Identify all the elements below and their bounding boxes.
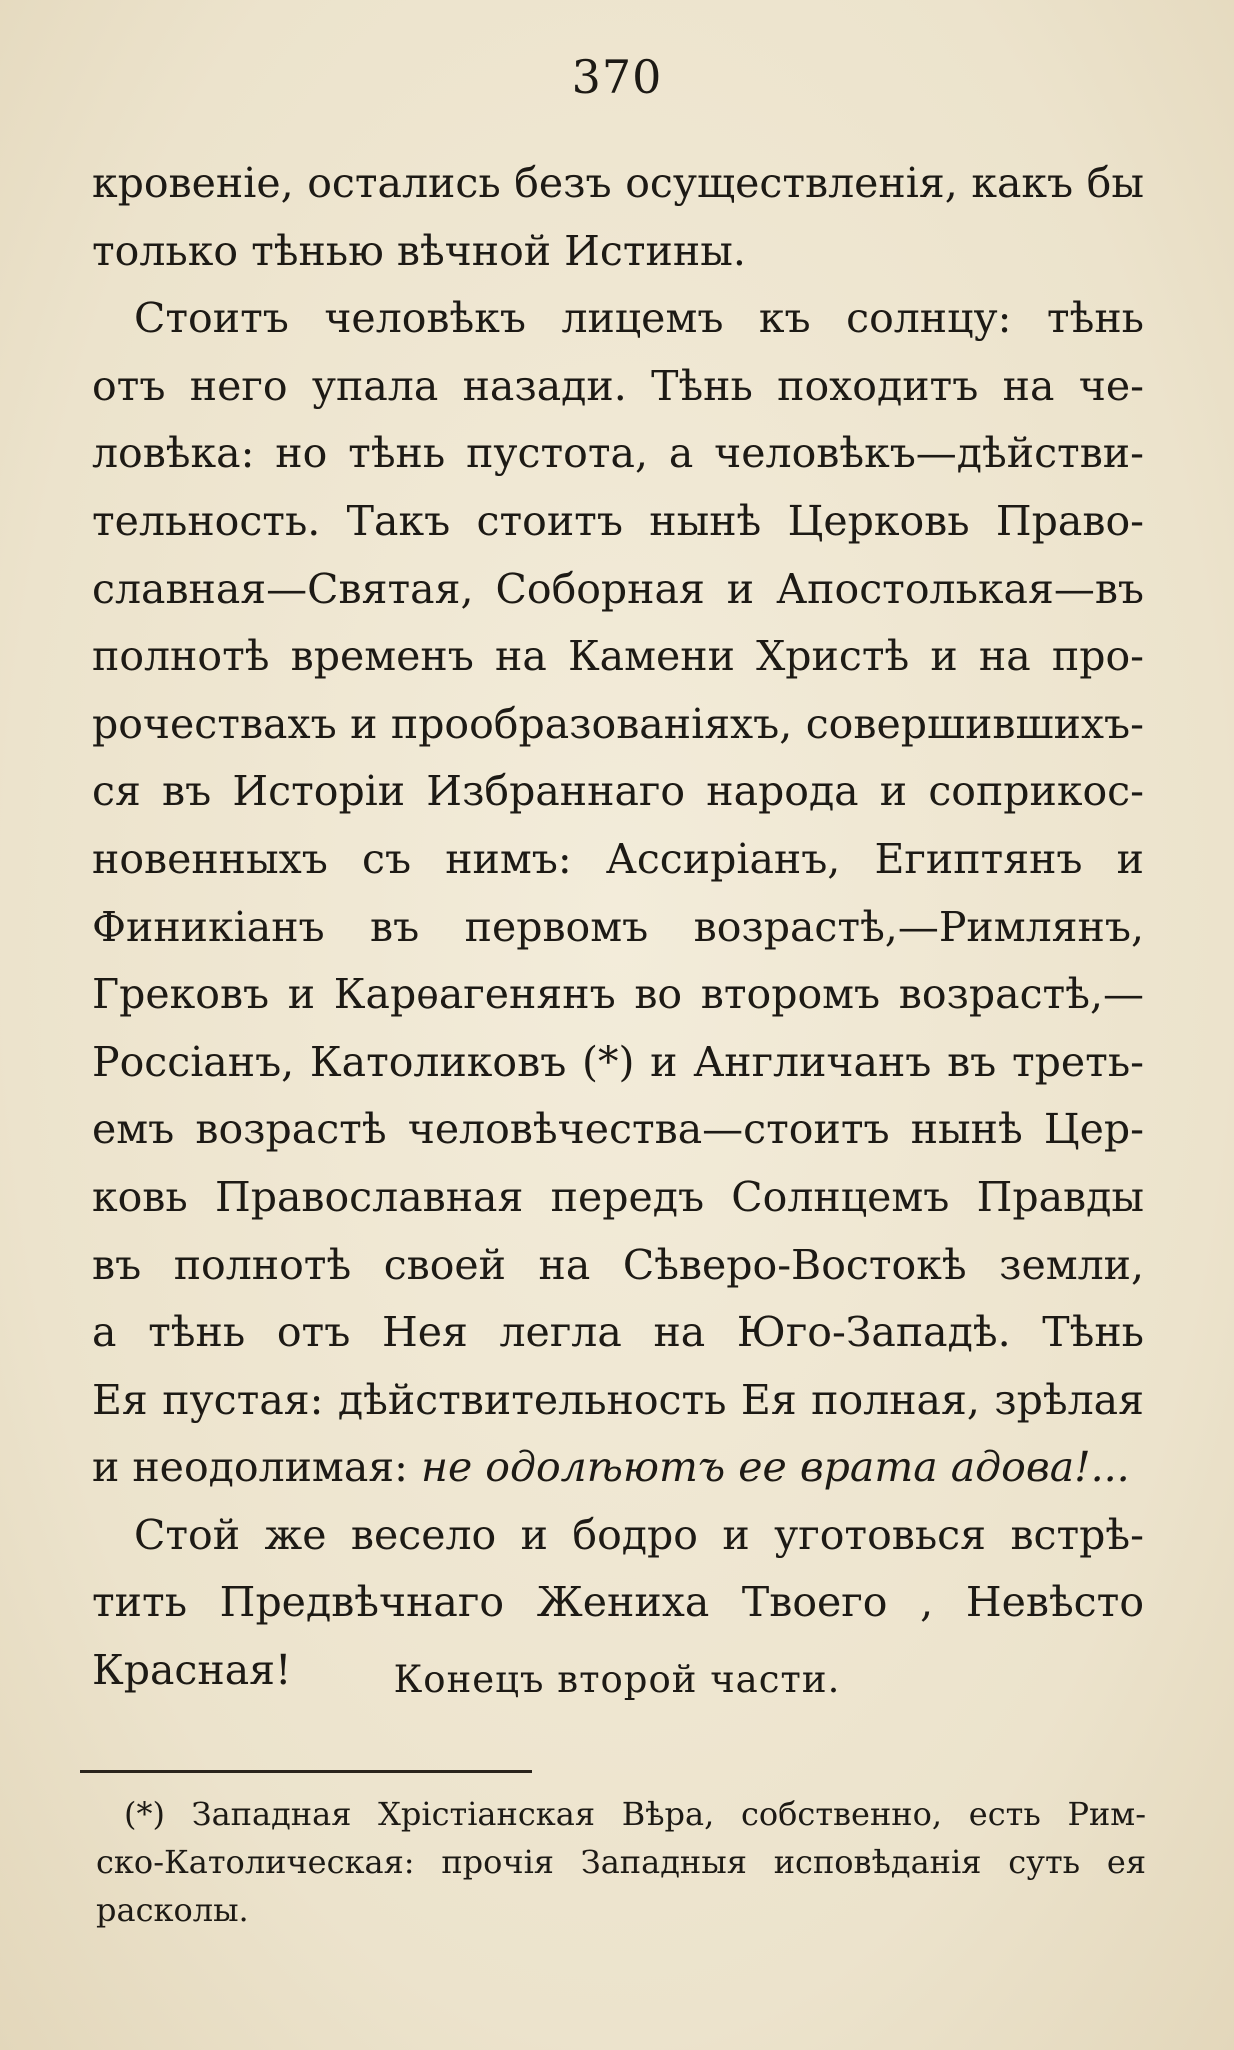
text-line: емъ возрастѣ человѣчества—стоитъ нынѣ Цер- [92, 1105, 1144, 1154]
text-line: славная—Святая, Соборная и Апостолькая—въ [92, 564, 1144, 613]
text-line: тить Предвѣчнаго Жениха Твоего , Невѣсто [92, 1578, 1144, 1627]
text-line: новенныхъ съ нимъ: Ассиріанъ, Египтянъ и [92, 834, 1144, 883]
text-line: въ полнотѣ своей на Сѣверо-Востокѣ земли, [92, 1240, 1144, 1289]
footnote-line: расколы. [96, 1891, 249, 1929]
text-line: ся въ Исторіи Избраннаго народа и соприкос- [92, 767, 1144, 816]
text-line: отъ него упала назади. Тѣнь походитъ на че- [92, 361, 1144, 410]
text-line: Ея пустая: дѣйствительность Ея полная, зрѣлая [92, 1375, 1144, 1424]
text-line: Россіанъ, Католиковъ (*) и Англичанъ въ треть- [92, 1037, 1144, 1086]
main-text [92, 150, 1144, 1705]
text-line-with-quote [92, 1434, 1144, 1502]
text-line: тельность. Такъ стоитъ нынѣ Церковь Право- [92, 496, 1144, 545]
footnote [96, 1790, 1146, 1934]
text-line: Стоитъ человѣкъ лицемъ къ солнцу: тѣнь [134, 294, 1144, 343]
text-segment: и неодолимая: [92, 1443, 421, 1492]
footnote-line: (*) Западная Хрістіанская Вѣра, собственно, есть Рим- [124, 1795, 1146, 1833]
text-line: полнотѣ временъ на Камени Христѣ и на про- [92, 632, 1144, 681]
text-line: Финикіанъ въ первомъ возрастѣ,—Римлянъ, [92, 902, 1144, 951]
text-line: ловѣка: но тѣнь пустота, а человѣкъ—дѣйстви- [92, 429, 1144, 478]
text-line: Грековъ и Карѳагенянъ во второмъ возрастѣ,— [92, 970, 1144, 1019]
footnote-line: ско-Католическая: прочія Западныя исповѣданія суть ея [96, 1843, 1146, 1881]
italic-quote: не одолѣютъ ее врата адова!... [420, 1443, 1130, 1492]
text-line: рочествахъ и прообразованіяхъ, совершившихъ- [92, 699, 1144, 748]
text-line: Стой же весело и бодро и уготовься встрѣ- [134, 1510, 1144, 1559]
text-line: ковь Православная передъ Солнцемъ Правды [92, 1172, 1144, 1221]
text-line: кровеніе, остались безъ осуществленія, какъ бы [92, 159, 1144, 207]
text-line: Красная! [92, 1646, 292, 1695]
page-number: 370 [571, 50, 663, 104]
footnote-divider [80, 1770, 532, 1773]
text-line: только тѣнью вѣчной Истины. [92, 226, 746, 275]
end-of-part-heading: Конецъ второй части. [393, 1658, 841, 1701]
text-line: а тѣнь отъ Нея легла на Юго-Западѣ. Тѣнь [92, 1308, 1144, 1357]
